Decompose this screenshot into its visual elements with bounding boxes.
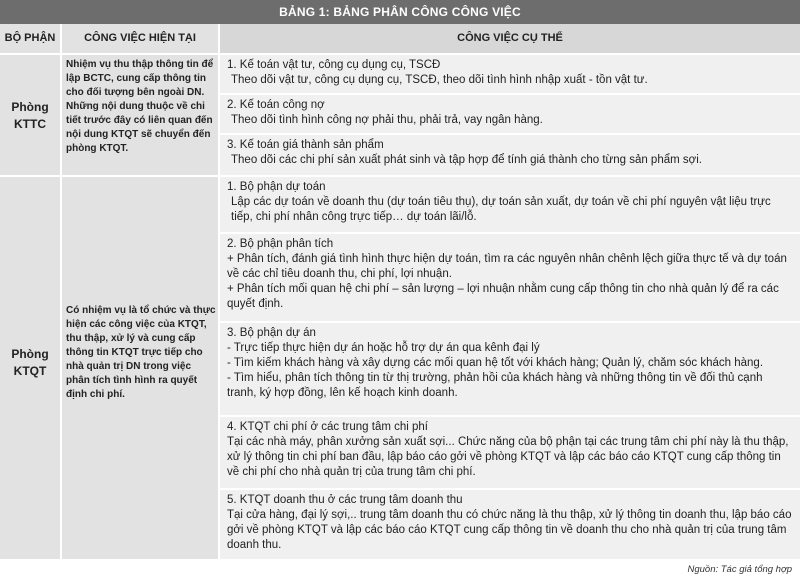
- task-line: Tại cửa hàng, đại lý sợi,.. trung tâm doanh thu có chức năng là thu thập, xử lý thông tin doanh thu, lập báo cáo gởi về phòng KTQT và lập các báo cáo KTQT cung cấp thông tin về doanh thu cho nhà quản trị của trung tâm doanh thu.: [227, 509, 792, 551]
- source-note: Nguồn: Tác giả tổng hợp: [687, 564, 792, 575]
- task-title: 1. Bộ phận dự toán: [227, 181, 326, 193]
- task-line: Tại các nhà máy, phân xưởng sản xuất sợi... Chức năng của bộ phận tại các trung tâm chi phí này là thu thập, xử lý thông tin chi phí ban đầu, lập báo cáo gởi về phòng KTQT và lập các báo cáo KTQT cung cấp thông tin về chi phí cho nhà quản trị của trung tâm chi phí.: [227, 436, 789, 478]
- task-line: + Phân tích, đánh giá tình hình thực hiện dự toán, tìm ra các nguyên nhân chênh lệch giữa thực tế và dự toán về các chỉ tiêu doanh thu, chi phí, lợi nhuận.: [227, 253, 787, 280]
- task-cell: [220, 234, 800, 321]
- task-line: - Tìm hiểu, phân tích thông tin từ thị trường, phản hồi của khách hàng và những thông tin về đối thủ cạnh tranh, ký hợp đồng, lên kế hoạch kinh doanh.: [227, 372, 763, 399]
- header-dept: BỘ PHẬN: [0, 24, 60, 53]
- task-cell: [220, 323, 800, 415]
- dept-label-ktqt: Phòng KTQT: [11, 347, 49, 378]
- task-cell: [220, 135, 800, 175]
- task-title: 4. KTQT chi phí ở các trung tâm chi phí: [227, 421, 428, 433]
- current-work-kttc: Nhiệm vụ thu thập thông tin để lập BCTC, cung cấp thông tin cho đối tượng bên ngoài DN. Những nội dung thuộc về chi tiết trước đây có liên quan đến nội dung KTQT sẽ chuyển đến phòng KTQT.: [66, 59, 214, 154]
- dept-label-kttc: Phòng KTTC: [11, 100, 49, 131]
- current-work-ktqt: Có nhiệm vụ là tổ chức và thực hiện các công việc của KTQT, thu thập, xử lý và cung cấp thông tin KTQT trực tiếp cho nhà quản trị DN trong việc phân tích tình hình ra quyết định chi phí.: [66, 305, 216, 400]
- task-line: - Trực tiếp thực hiện dự án hoặc hỗ trợ dự án qua kênh đại lý: [227, 342, 540, 354]
- task-title: 5. KTQT doanh thu ở các trung tâm doanh thu: [227, 494, 463, 506]
- task-line: Theo dõi các chi phí sản xuất phát sinh và tập hợp để tính giá thành cho từng sản phẩm sợi.: [231, 154, 702, 166]
- task-line: + Phân tích mối quan hệ chi phí – sản lượng – lợi nhuận nhằm cung cấp thông tin cho nhà quản lý để ra các quyết định.: [227, 283, 779, 310]
- header-current-work: CÔNG VIỆC HIỆN TẠI: [62, 24, 218, 53]
- task-line: Theo dõi vật tư, công cụ dụng cụ, TSCĐ, theo dõi tình hình nhập xuất - tồn vật tư.: [231, 74, 648, 86]
- task-title: 3. Kế toán giá thành sản phẩm: [227, 139, 384, 151]
- table-title: BẢNG 1: BẢNG PHÂN CÔNG CÔNG VIỆC: [0, 0, 800, 24]
- task-title: 2. Bộ phận phân tích: [227, 238, 334, 250]
- task-cell: [220, 417, 800, 488]
- task-title: 3. Bộ phận dự án: [227, 327, 316, 339]
- task-cell: [220, 55, 800, 93]
- task-cell: [220, 490, 800, 559]
- assignment-table: [0, 24, 800, 559]
- task-title: 2. Kế toán công nợ: [227, 99, 325, 111]
- task-line: Lập các dự toán về doanh thu (dự toán tiêu thụ), dự toán sản xuất, dự toán về chi phí nguyên vật liệu trực tiếp, chi phí nhân công trực tiếp… dự toán lãi/lỗ.: [231, 196, 771, 223]
- task-title: 1. Kế toán vật tư, công cụ dụng cụ, TSCĐ: [227, 59, 441, 71]
- task-line: - Tìm kiếm khách hàng và xây dựng các mối quan hệ tốt với khách hàng; Quản lý, chăm sóc khách hàng.: [227, 357, 764, 369]
- header-specific-work: CÔNG VIỆC CỤ THỂ: [220, 24, 800, 53]
- task-line: Theo dõi tình hình công nợ phải thu, phải trả, vay ngân hàng.: [231, 114, 543, 126]
- task-cell: [220, 177, 800, 232]
- task-cell: [220, 95, 800, 133]
